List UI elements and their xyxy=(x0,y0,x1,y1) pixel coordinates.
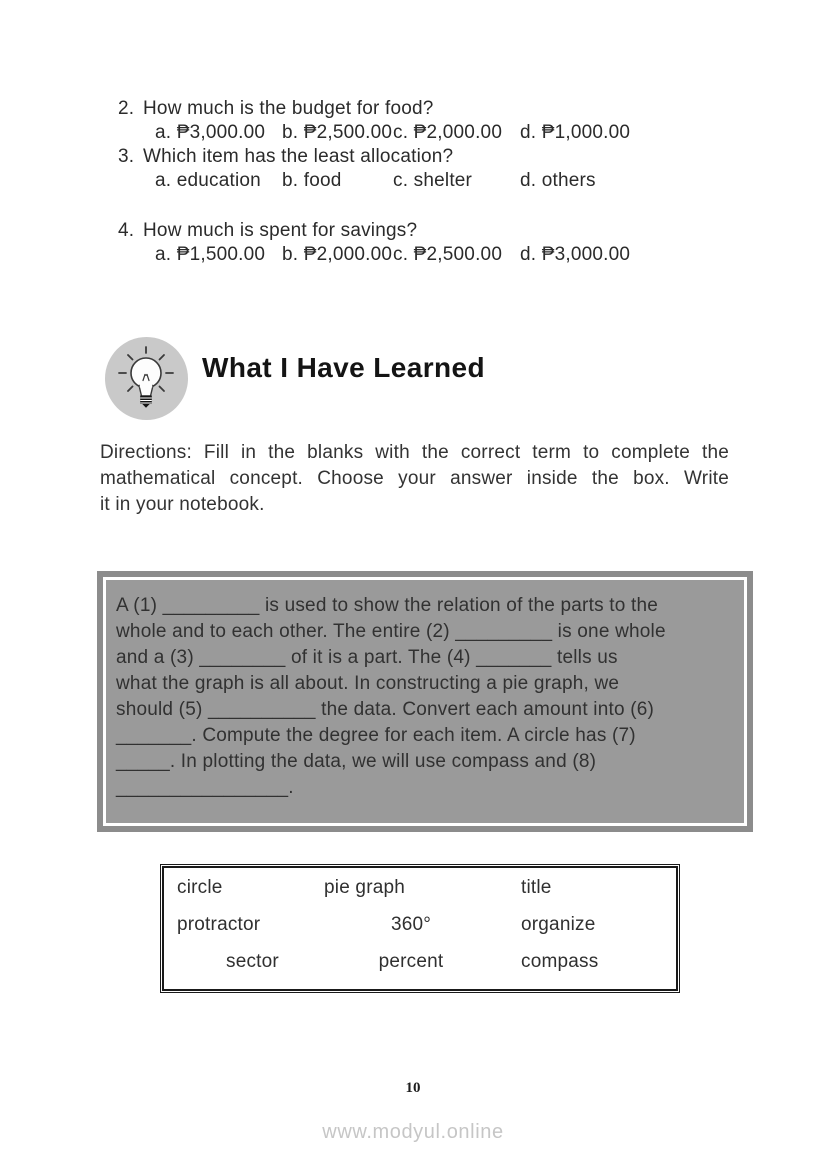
word-bank-term: compass xyxy=(521,951,599,972)
option-b: b. ₱2,500.00 xyxy=(282,122,393,143)
word-bank xyxy=(162,866,678,991)
question-text: How much is the budget for food? xyxy=(143,98,434,119)
question-line xyxy=(118,97,738,121)
question-text: How much is spent for savings? xyxy=(143,220,418,241)
directions-line: Directions: Fill in the blanks with the correct term to complete the xyxy=(100,442,729,463)
page-number: 10 xyxy=(405,1080,421,1096)
option-b: b. food xyxy=(282,170,342,191)
option-c: c. ₱2,000.00 xyxy=(393,122,503,143)
word-bank-term: sector xyxy=(226,951,279,972)
quiz-questions xyxy=(118,97,738,267)
word-bank-row xyxy=(164,951,676,988)
concept-line: whole and to each other. The entire (2) _________ is one whole xyxy=(116,621,666,642)
word-bank-term: organize xyxy=(521,914,596,935)
option-c: c. ₱2,500.00 xyxy=(393,244,503,265)
question-4 xyxy=(118,219,738,267)
word-bank-term: title xyxy=(521,877,552,898)
question-2 xyxy=(118,97,738,145)
option-d: d. others xyxy=(520,170,596,191)
section-title: What I Have Learned xyxy=(202,352,486,383)
concept-line: ________________. xyxy=(116,777,294,798)
option-d: d. ₱1,000.00 xyxy=(520,122,631,143)
question-line xyxy=(118,219,738,243)
option-a: a. ₱3,000.00 xyxy=(155,122,266,143)
word-bank-row xyxy=(164,877,676,914)
option-a: a. education xyxy=(155,170,261,191)
question-options xyxy=(118,121,738,145)
concept-line: A (1) _________ is used to show the relation of the parts to the xyxy=(116,595,658,616)
concept-line: _____. In plotting the data, we will use compass and (8) xyxy=(116,751,597,772)
directions-line: it in your notebook. xyxy=(100,494,265,515)
option-d: d. ₱3,000.00 xyxy=(520,244,631,265)
question-text: Which item has the least allocation? xyxy=(143,146,454,167)
option-b: b. ₱2,000.00 xyxy=(282,244,393,265)
question-options xyxy=(118,169,738,193)
option-a: a. ₱1,500.00 xyxy=(155,244,266,265)
directions-line: mathematical concept. Choose your answer inside the box. Write xyxy=(100,468,729,489)
word-bank-term: protractor xyxy=(177,914,261,935)
word-bank-term: circle xyxy=(177,877,223,898)
concept-line: what the graph is all about. In constructing a pie graph, we xyxy=(116,673,620,694)
option-c: c. shelter xyxy=(393,170,473,191)
question-number: 3. xyxy=(118,146,135,167)
concept-box-inner xyxy=(103,577,747,826)
question-number: 4. xyxy=(118,220,135,241)
concept-line: _______. Compute the degree for each item. A circle has (7) xyxy=(116,725,636,746)
concept-line: and a (3) ________ of it is a part. The (4) _______ tells us xyxy=(116,647,618,668)
question-line xyxy=(118,145,738,169)
concept-line: should (5) __________ the data. Convert each amount into (6) xyxy=(116,699,655,720)
concept-box xyxy=(97,571,753,832)
watermark: www.modyul.online xyxy=(322,1121,504,1143)
word-bank-row xyxy=(164,914,676,951)
directions-paragraph xyxy=(100,440,729,518)
lightbulb-icon xyxy=(105,337,188,420)
word-bank-term: percent xyxy=(378,951,444,972)
question-number: 2. xyxy=(118,98,135,119)
word-bank-term: pie graph xyxy=(324,877,406,898)
question-options xyxy=(118,243,738,267)
word-bank-term: 360° xyxy=(390,914,432,935)
question-3 xyxy=(118,145,738,193)
